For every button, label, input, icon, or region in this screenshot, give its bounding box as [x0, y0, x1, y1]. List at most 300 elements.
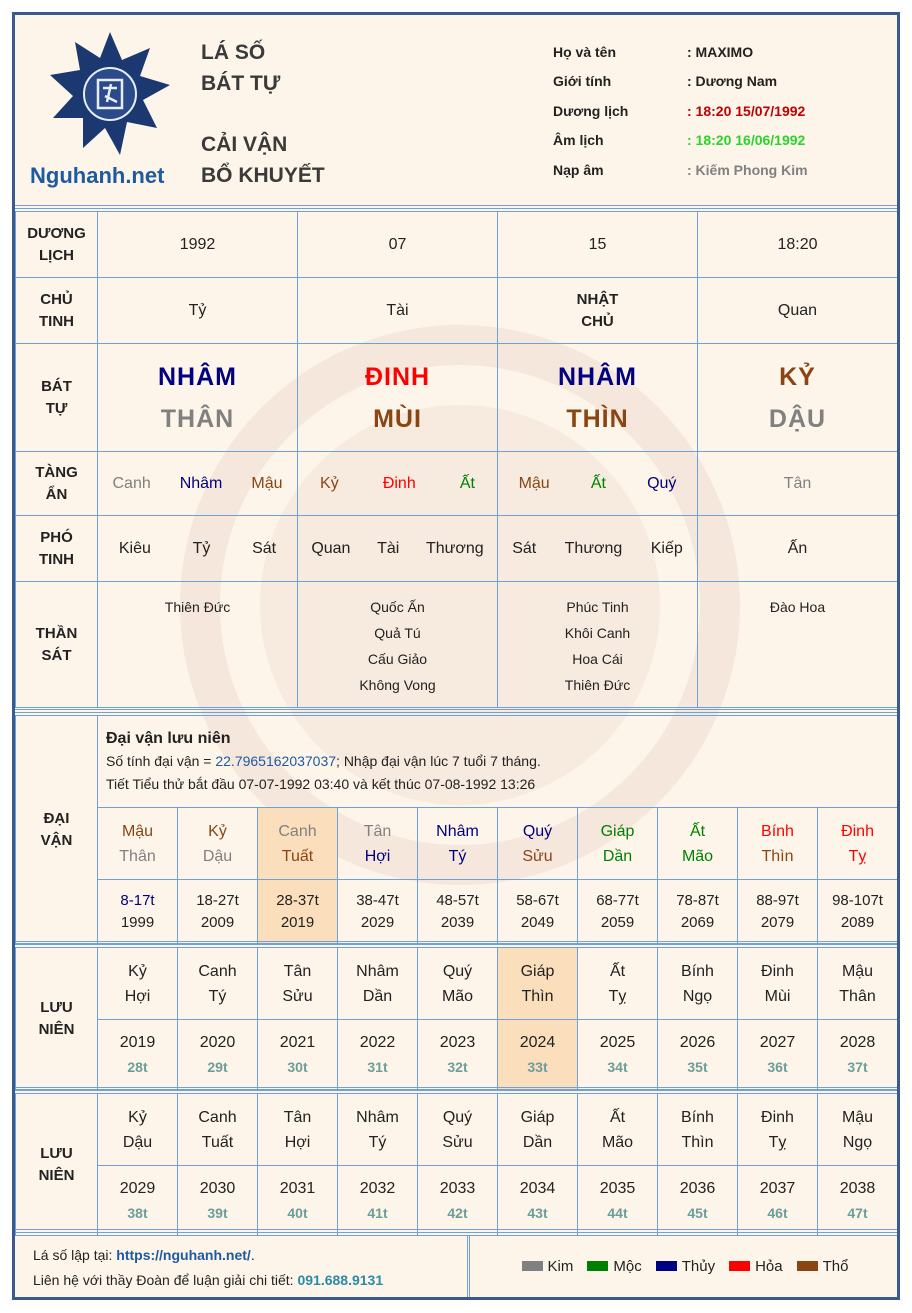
pillar-cell [298, 344, 498, 452]
luu-nien-chi: Tý [208, 987, 227, 1005]
luu-nien-can: Ất [609, 962, 626, 980]
luu-nien-age: 32t [447, 1058, 468, 1075]
title-line-4: BỔ KHUYẾT [201, 164, 325, 187]
star-logo-icon [45, 30, 175, 160]
title-line-1: LÁ SỐ [201, 41, 266, 64]
label-tang-an: TÀNG ẨN [16, 452, 98, 516]
dai-van-year: 2029 [360, 913, 395, 931]
luu-nien-year-cell [418, 1020, 498, 1090]
hidden-stem: Quý [647, 474, 677, 492]
tang-an-cell [98, 452, 298, 516]
sub-star: Sát [252, 539, 277, 557]
luu-nien-age: 44t [607, 1204, 628, 1221]
row-tang-an [16, 452, 898, 516]
dai-van-age [738, 880, 818, 944]
element-legend [473, 1235, 897, 1297]
dai-van-year: 2079 [760, 913, 795, 931]
label-luu-nien-2: LƯU NIÊN [16, 1094, 98, 1236]
luu-nien-year: 2030 [199, 1179, 236, 1197]
dai-van-age [578, 880, 658, 944]
legend-swatch [587, 1261, 608, 1271]
info-value: : Kiếm Phong Kim [687, 161, 808, 178]
pillar-chi: DẬU [768, 404, 827, 433]
luu-nien-year-cell [98, 1020, 178, 1090]
luu-nien-year-cell [178, 1020, 258, 1090]
dai-van-age-range: 78-87t [676, 891, 719, 909]
than-sat-item: Thiên Đức [564, 677, 631, 693]
legend-label: Thổ [822, 1257, 849, 1275]
tang-an-cell [498, 452, 698, 516]
dai-van-can: Tân [363, 822, 392, 840]
dai-van-chi: Tuất [281, 847, 314, 865]
dai-van-pillars-row [16, 808, 898, 880]
luu-nien-can: Quý [442, 962, 473, 980]
brand-name[interactable]: Nguhanh.net [30, 163, 165, 188]
luu-nien-year: 2021 [279, 1033, 316, 1051]
row-duong-lich [16, 212, 898, 278]
luu-nien-year-cell [498, 1020, 578, 1090]
row-chu-tinh [16, 278, 898, 344]
luu-nien-chi: Ngọ [842, 1133, 873, 1151]
luu-nien-age: 39t [207, 1204, 228, 1221]
luu-nien-can: Tân [283, 962, 312, 980]
hidden-stem: Nhâm [179, 474, 223, 492]
luu-nien-chi: Ngọ [682, 987, 713, 1005]
dai-van-table [15, 715, 898, 944]
sub-star: Ấn [787, 539, 808, 557]
luu-nien-age: 30t [287, 1058, 308, 1075]
luu-nien-chi: Tuất [201, 1133, 234, 1151]
chart-frame [12, 12, 900, 1300]
pillar-chi: MÙI [373, 404, 422, 433]
dai-van-pillar [818, 808, 898, 880]
title-line-2: BÁT TỰ [201, 72, 281, 95]
luu-nien-pillar [178, 948, 258, 1020]
legend-label: Kim [547, 1257, 574, 1275]
than-sat-item: Thiên Đức [164, 599, 231, 615]
pho-tinh-cell [498, 516, 698, 582]
dai-van-calc: Số tính đại vận = 22.7965162037037; Nhập đại vận lúc 7 tuổi 7 tháng. [106, 753, 541, 769]
luu-nien-chi: Dần [522, 1133, 553, 1151]
luu-nien-chi: Mùi [764, 987, 791, 1005]
dai-van-pillar [418, 808, 498, 880]
luu-nien-year: 2020 [199, 1033, 236, 1051]
luu-nien-age: 41t [367, 1204, 388, 1221]
luu-nien-year: 2022 [359, 1033, 396, 1051]
dai-van-age [98, 880, 178, 944]
than-sat-item: Không Vong [359, 677, 436, 693]
than-sat-item: Quốc Ấn [370, 599, 425, 615]
luu-nien-year: 2035 [599, 1179, 636, 1197]
legend-label: Thủy [681, 1257, 716, 1275]
label-chu-tinh: CHỦ TINH [16, 278, 98, 344]
legend-swatch [656, 1261, 677, 1271]
luu-nien-age: 29t [207, 1058, 228, 1075]
value-year: 1992 [98, 212, 298, 278]
sub-star: Tài [377, 539, 400, 557]
legend-item [587, 1258, 641, 1275]
luu-nien-can: Quý [442, 1108, 473, 1126]
luu-nien-can: Đinh [761, 1108, 794, 1126]
divider [15, 709, 897, 713]
divider [15, 1229, 897, 1233]
hidden-stem: Ất [459, 474, 475, 492]
hidden-stem: Canh [112, 474, 151, 492]
nhat-chu-label: NHẬT CHỦ [498, 278, 698, 344]
title-line-3: CẢI VẬN [201, 133, 288, 156]
than-sat-item: Khôi Canh [564, 625, 631, 641]
dai-van-age [418, 880, 498, 944]
luu-nien-can: Nhâm [356, 1108, 399, 1126]
info-row [553, 37, 808, 67]
luu-nien-chi: Dậu [122, 1133, 153, 1151]
luu-nien-age: 46t [767, 1204, 788, 1221]
luu-nien-pillar [738, 1094, 818, 1166]
luu-nien-can: Giáp [520, 962, 555, 980]
dai-van-year: 2069 [680, 913, 715, 931]
label-dai-van: ĐẠI VẬN [16, 716, 98, 944]
dai-van-age [658, 880, 738, 944]
luu-nien-chi: Sửu [442, 1133, 473, 1151]
luu-nien-can: Tân [283, 1108, 312, 1126]
luu-nien-chi: Mão [601, 1133, 634, 1151]
luu-nien-pillar [818, 1094, 898, 1166]
dai-van-age-range: 38-47t [356, 891, 399, 909]
luu-nien-age: 42t [447, 1204, 468, 1221]
pillar-can: ĐINH [364, 362, 431, 391]
luu-nien-can: Nhâm [356, 962, 399, 980]
chu-tinh-year: Tỷ [98, 278, 298, 344]
luu-nien-chi: Tỵ [768, 1133, 787, 1151]
info-value: : 18:20 15/07/1992 [687, 102, 806, 119]
than-sat-item: Quả Tú [374, 625, 421, 641]
info-label: Họ và tên [553, 43, 617, 60]
luu-nien-can: Đinh [761, 962, 794, 980]
than-sat-cell [98, 582, 298, 708]
luu-nien-year-cell [738, 1020, 818, 1090]
dai-van-can: Ất [689, 822, 706, 840]
dai-van-age-range: 68-77t [596, 891, 639, 909]
info-label: Giới tính [553, 73, 612, 90]
dai-van-chi: Hợi [364, 847, 391, 865]
luu-nien-pillar [98, 1094, 178, 1166]
luu-nien-year-cell [418, 1166, 498, 1236]
than-sat-item: Hoa Cái [572, 651, 623, 667]
dai-van-tiet: Tiết Tiểu thử bắt đầu 07-07-1992 03:40 và kết thúc 07-08-1992 13:26 [106, 776, 536, 792]
info-row [553, 126, 808, 156]
luu-nien-pillar [738, 948, 818, 1020]
site-link[interactable]: https://nguhanh.net/ [116, 1247, 251, 1263]
luu-nien-year: 2031 [279, 1179, 316, 1197]
dai-van-age [498, 880, 578, 944]
dai-van-can: Đinh [841, 822, 874, 840]
info-value: : MAXIMO [687, 43, 754, 60]
footer-contact: Lá số lập tại: https://nguhanh.net/. Liên hệ với thầy Đoàn để luận giải chi tiết: 091.688.9131 [15, 1235, 470, 1297]
luu-nien-pillar [578, 1094, 658, 1166]
luu-nien-pillar [338, 948, 418, 1020]
pho-tinh-cell [298, 516, 498, 582]
dai-van-pillar [578, 808, 658, 880]
luu-nien-age: 36t [767, 1058, 788, 1075]
luu-nien-can: Canh [198, 962, 237, 980]
dai-van-chi: Tỵ [848, 847, 867, 865]
dai-van-pillar [738, 808, 818, 880]
info-value: : Dương Nam [687, 73, 778, 90]
luu-nien-year: 2024 [519, 1033, 556, 1051]
dai-van-age-range: 8-17t [120, 891, 155, 909]
luu-nien-year: 2019 [119, 1033, 156, 1051]
phone-number[interactable]: 091.688.9131 [297, 1272, 384, 1288]
dai-van-year: 2039 [440, 913, 475, 931]
dai-van-can: Mậu [121, 822, 154, 840]
sub-star: Tỷ [192, 539, 211, 557]
label-than-sat: THẦN SÁT [16, 582, 98, 708]
label-bat-tu: BÁT TỰ [16, 344, 98, 452]
luu-nien-pillar [258, 1094, 338, 1166]
luu-nien-chi: Mão [441, 987, 474, 1005]
dai-van-pillar [178, 808, 258, 880]
hidden-stem: Mậu [518, 474, 550, 492]
header [15, 15, 897, 205]
luu-nien-chi: Dần [362, 987, 393, 1005]
dai-van-chi: Tý [448, 847, 467, 865]
luu-nien-year: 2029 [119, 1179, 156, 1197]
sub-star: Thương [425, 539, 484, 557]
hidden-stem: Mậu [251, 474, 283, 492]
luu-nien-age: 33t [527, 1058, 548, 1075]
luu-nien-year-cell [498, 1166, 578, 1236]
row-pho-tinh [16, 516, 898, 582]
pillar-can: NHÂM [158, 362, 237, 391]
pho-tinh-cell [698, 516, 898, 582]
luu-nien-pillar [258, 948, 338, 1020]
luu-nien-chi: Hợi [284, 1133, 311, 1151]
luu-nien-age: 31t [367, 1058, 388, 1075]
luu-nien-can: Mậu [841, 1108, 874, 1126]
luu-nien-chi: Sửu [282, 987, 313, 1005]
luu-nien-year-cell [578, 1020, 658, 1090]
dai-van-chi: Mão [681, 847, 714, 865]
luu-nien-year-cell [578, 1166, 658, 1236]
legend-item [656, 1258, 715, 1275]
value-hour: 18:20 [698, 212, 898, 278]
luu-nien-chi: Thìn [681, 1133, 714, 1151]
info-label: Nạp âm [553, 161, 604, 178]
than-sat-item: Phúc Tinh [566, 599, 629, 615]
legend-item [522, 1258, 574, 1275]
luu-nien-age: 45t [687, 1204, 708, 1221]
luu-nien-age: 35t [687, 1058, 708, 1075]
than-sat-item: Đào Hoa [769, 599, 826, 615]
pillar-cell [498, 344, 698, 452]
luu-nien-year: 2028 [839, 1033, 876, 1051]
dai-van-can: Quý [522, 822, 553, 840]
than-sat-cell [698, 582, 898, 708]
value-day: 15 [498, 212, 698, 278]
label-duong-lich: DƯƠNG LỊCH [16, 212, 98, 278]
dai-van-can: Kỷ [208, 822, 227, 840]
luu-nien-can: Bính [681, 1108, 714, 1126]
divider [15, 1087, 897, 1091]
info-row [553, 67, 808, 97]
luu-nien-pillar [98, 948, 178, 1020]
dai-van-year: 2019 [280, 913, 315, 931]
chu-tinh-hour: Quan [698, 278, 898, 344]
info-value: : 18:20 16/06/1992 [687, 132, 806, 149]
luu-nien-chi: Hợi [124, 987, 151, 1005]
luu-nien-year: 2033 [439, 1179, 476, 1197]
tang-an-cell [698, 452, 898, 516]
sub-star: Thương [564, 539, 623, 557]
luu-nien-age: 37t [847, 1058, 868, 1075]
luu-nien-age: 40t [287, 1204, 308, 1221]
luu-nien-year: 2023 [439, 1033, 476, 1051]
divider [15, 941, 897, 945]
legend-swatch [729, 1261, 750, 1271]
luu-nien-chi: Tý [368, 1133, 387, 1151]
pillar-cell [698, 344, 898, 452]
dai-van-age-range: 18-27t [196, 891, 239, 909]
dai-van-ages-row [16, 880, 898, 944]
info-row [553, 96, 808, 126]
luu-nien-year-cell [178, 1166, 258, 1236]
legend-label: Mộc [613, 1257, 642, 1275]
luu-nien-pillar [338, 1094, 418, 1166]
luu-nien-year-cell [818, 1020, 898, 1090]
pillar-cell [98, 344, 298, 452]
legend-label: Hỏa [755, 1257, 783, 1275]
luu-nien-year-cell [818, 1166, 898, 1236]
pho-tinh-cell [98, 516, 298, 582]
than-sat-cell [498, 582, 698, 708]
luu-nien-can: Kỷ [128, 1108, 147, 1126]
luu-nien-can: Giáp [520, 1108, 555, 1126]
legend-item [729, 1258, 783, 1275]
luu-nien-chi: Thìn [521, 987, 554, 1005]
dai-van-age-range: 58-67t [516, 891, 559, 909]
dai-van-year: 1999 [120, 913, 155, 931]
luu-nien-year-cell [98, 1166, 178, 1236]
pillar-can: NHÂM [558, 362, 637, 391]
luu-nien-table-1 [15, 947, 898, 1090]
tang-an-cell [298, 452, 498, 516]
luu-nien-pillar [498, 1094, 578, 1166]
luu-nien-year: 2034 [519, 1179, 556, 1197]
luu-nien-can: Canh [198, 1108, 237, 1126]
legend-item [797, 1258, 849, 1275]
pillar-can: KỶ [779, 362, 816, 391]
luu-nien-year-cell [338, 1166, 418, 1236]
sub-star: Sát [512, 539, 537, 557]
dai-van-heading: Đại vận lưu niên [106, 730, 231, 747]
luu-nien-table-2 [15, 1093, 898, 1236]
luu-nien-pillar [178, 1094, 258, 1166]
luu-nien-age: 47t [847, 1204, 868, 1221]
dai-van-pillar [338, 808, 418, 880]
dai-van-year: 2009 [200, 913, 235, 931]
dai-van-pillar [258, 808, 338, 880]
dai-van-pillar [98, 808, 178, 880]
chart-title [201, 37, 325, 191]
luu-nien-pillar [578, 948, 658, 1020]
divider [15, 205, 897, 209]
luu-nien-chi: Tỵ [608, 987, 627, 1005]
dai-van-year: 2059 [600, 913, 635, 931]
dai-van-age-range: 88-97t [756, 891, 799, 909]
luu-nien-year-cell [658, 1166, 738, 1236]
luu-nien-can: Mậu [841, 962, 874, 980]
luu-nien-can: Kỷ [128, 962, 147, 980]
dai-van-pillar [658, 808, 738, 880]
dai-van-age-range: 28-37t [276, 891, 319, 909]
luu-nien-age: 38t [127, 1204, 148, 1221]
label-luu-nien-1: LƯU NIÊN [16, 948, 98, 1090]
luu-nien-pillar [418, 948, 498, 1020]
hidden-stem: Ất [590, 474, 606, 492]
chu-tinh-month: Tài [298, 278, 498, 344]
luu-nien-age: 43t [527, 1204, 548, 1221]
dai-van-chi: Sửu [522, 847, 553, 865]
dai-van-chi: Thìn [761, 847, 794, 865]
info-label: Âm lịch [553, 132, 604, 149]
person-info [553, 37, 808, 185]
sub-star: Quan [311, 539, 351, 557]
dai-van-age [338, 880, 418, 944]
hidden-stem: Tân [783, 474, 812, 492]
luu-nien-age: 28t [127, 1058, 148, 1075]
luu-nien-year: 2026 [679, 1033, 716, 1051]
sub-star: Kiếp [650, 539, 683, 557]
luu-nien-year: 2032 [359, 1179, 396, 1197]
value-month: 07 [298, 212, 498, 278]
pillar-chi: THÂN [160, 404, 235, 433]
main-chart-table [15, 211, 898, 708]
luu-nien-year-cell [738, 1166, 818, 1236]
info-row [553, 155, 808, 185]
dai-van-age-range: 98-107t [832, 891, 883, 909]
footer [15, 1235, 897, 1297]
luu-nien-age: 34t [607, 1058, 628, 1075]
dai-van-chi: Dần [602, 847, 633, 865]
luu-nien-pillar [498, 948, 578, 1020]
luu-nien-pillar [658, 1094, 738, 1166]
luu-nien-pillar [818, 948, 898, 1020]
luu-nien-year: 2025 [599, 1033, 636, 1051]
luu-nien-pillar [418, 1094, 498, 1166]
dai-van-year: 2089 [840, 913, 875, 931]
dai-van-age [178, 880, 258, 944]
row-than-sat [16, 582, 898, 708]
dai-van-pillar [498, 808, 578, 880]
luu-nien-year-cell [658, 1020, 738, 1090]
than-sat-cell [298, 582, 498, 708]
sub-star: Kiêu [118, 539, 151, 557]
luu-nien-year: 2027 [759, 1033, 796, 1051]
info-label: Dương lịch [553, 102, 629, 119]
dai-van-chi: Dậu [202, 847, 233, 865]
dai-van-can: Giáp [600, 822, 635, 840]
dai-van-chi: Thân [119, 847, 156, 865]
luu-nien-year: 2038 [839, 1179, 876, 1197]
luu-nien-can: Ất [609, 1108, 626, 1126]
dai-van-age [258, 880, 338, 944]
row-bat-tu [16, 344, 898, 452]
label-pho-tinh: PHÓ TINH [16, 516, 98, 582]
luu-nien-year: 2037 [759, 1179, 796, 1197]
dai-van-can: Bính [761, 822, 794, 840]
dai-van-info [98, 716, 898, 808]
luu-nien-chi: Thân [839, 987, 876, 1005]
